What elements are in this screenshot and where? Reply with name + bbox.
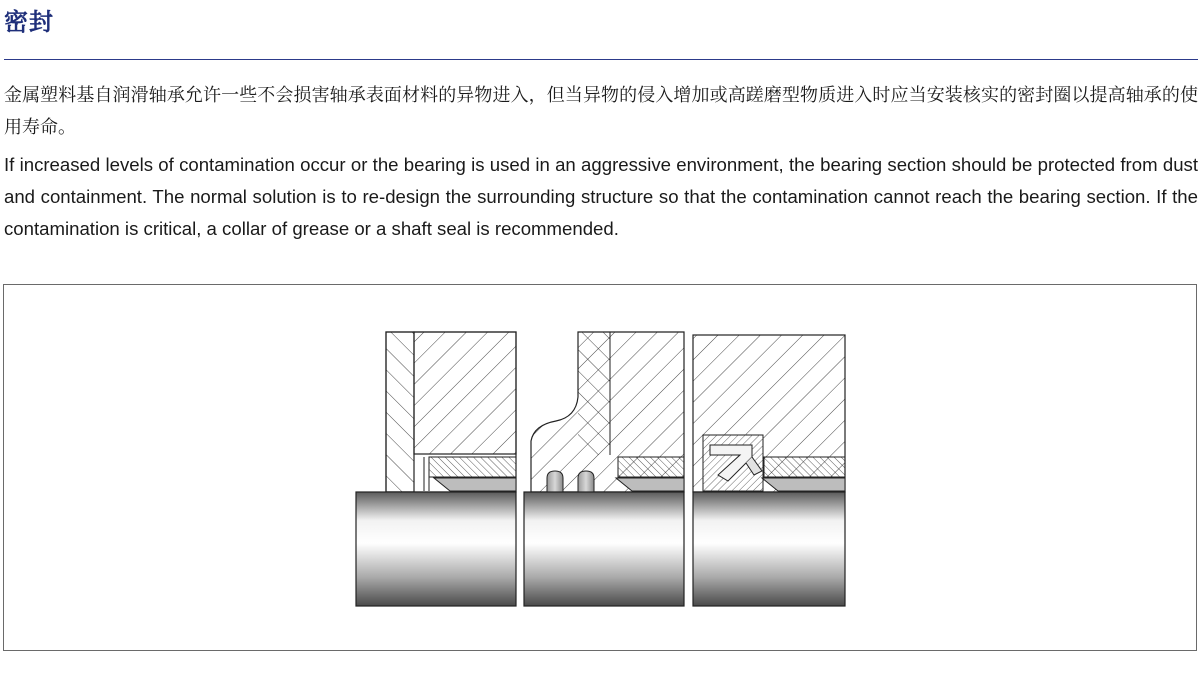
paragraph-chinese: 金属塑料基自润滑轴承允许一些不会损害轴承表面材料的异物进入，但当异物的侵入增加或高蹉磨型物质进入时应当安装核实的密封圈以提高轴承的使用寿命。 (4, 85, 1198, 138)
title-divider (4, 59, 1198, 60)
seal-diagram (4, 285, 1198, 652)
shaft-3 (693, 492, 845, 606)
paragraph-english: If increased levels of contamination occur or the bearing is used in an aggressive environment, the bearing section should be protected from dust and containment. The normal solution is to re-design the surrounding structure so that the contamination cannot reach the bearing section. If the contamination is critical, a collar of grease or a shaft seal is recommended. (4, 154, 1198, 239)
shaft-2 (524, 492, 684, 606)
panel-grease-collar (356, 332, 516, 606)
panel-o-ring-seal (524, 332, 684, 606)
seal-diagram-figure (3, 284, 1197, 651)
shaft-1 (356, 492, 516, 606)
o-ring-2 (578, 471, 594, 492)
section-title: 密封 (4, 8, 54, 36)
panel-shaft-seal (693, 335, 845, 606)
o-ring-1 (547, 471, 563, 492)
